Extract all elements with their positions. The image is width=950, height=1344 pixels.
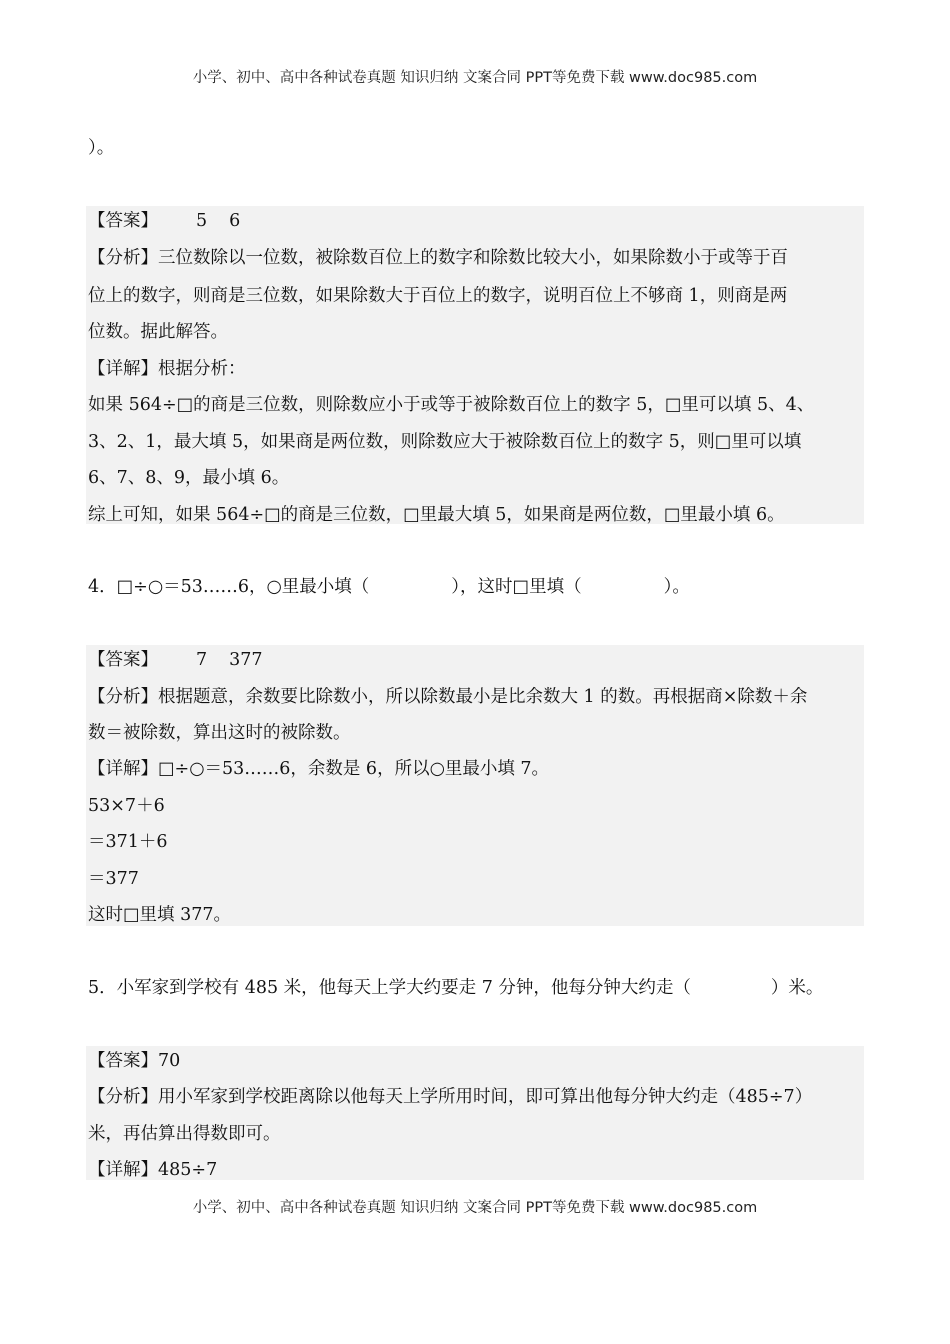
q3-detail-line: 综上可知，如果 564÷□的商是三位数，□里最大填 5，如果商是两位数，□里最小填 6。	[88, 505, 785, 525]
question-text: ），这时□里填（	[451, 577, 582, 597]
q5-question	[88, 976, 823, 1000]
page-footer: 小学、初中、高中各种试卷真题 知识归纳 文案合同 PPT等免费下载 www.doc985.com	[192, 1200, 758, 1216]
q3-detail-line: 如果 564÷□的商是三位数，则除数应小于或等于被除数百位上的数字 5，□里可以填 5、4、	[88, 395, 815, 415]
q3-detail-line: 3、2、1，最大填 5，如果商是两位数，则除数应大于被除数百位上的数字 5，则□里可以填	[88, 432, 802, 452]
q4-detail-line: 这时□里填 377。	[88, 905, 231, 925]
q3-analysis-line: 【分析】三位数除以一位数，被除数百位上的数字和除数比较大小，如果除数小于或等于百	[88, 248, 788, 268]
q5-detail-line: 【详解】485÷7	[88, 1160, 218, 1180]
q4-detail-line: 【详解】□÷○＝53……6，余数是 6，所以○里最小填 7。	[88, 759, 550, 779]
answer-label: 【答案】	[88, 211, 158, 231]
question-text: ）。	[663, 577, 690, 597]
previous-question-tail: ）。	[88, 138, 115, 158]
answer-value: 6	[229, 211, 241, 231]
q3-analysis-line: 位数。据此解答。	[88, 322, 228, 342]
question-text: 4．□÷○＝53……6，○里最小填（	[88, 577, 370, 597]
q3-answer	[88, 209, 240, 233]
q4-question	[88, 575, 690, 599]
page-header: 小学、初中、高中各种试卷真题 知识归纳 文案合同 PPT等免费下载 www.doc985.com	[192, 70, 758, 86]
q3-detail-line: 6、7、8、9，最小填 6。	[88, 468, 290, 488]
q5-analysis-line: 米，再估算出得数即可。	[88, 1124, 281, 1144]
q5-answer: 【答案】70	[88, 1051, 181, 1071]
q4-detail-line: ＝371＋6	[88, 832, 168, 852]
q4-analysis-line: 【分析】根据题意，余数要比除数小，所以除数最小是比余数大 1 的数。再根据商×除数＋余	[88, 687, 808, 707]
question-text: ）米。	[770, 978, 824, 998]
q3-analysis-line: 位上的数字，则商是三位数，如果除数大于百位上的数字，说明百位上不够商 1，则商是两	[88, 286, 788, 306]
question-text: 5．小军家到学校有 485 米，他每天上学大约要走 7 分钟，他每分钟大约走（	[88, 978, 691, 998]
q3-detail-line: 【详解】根据分析：	[88, 359, 246, 379]
q4-answer	[88, 648, 263, 672]
answer-value: 5	[196, 211, 208, 231]
answer-value: 377	[229, 650, 263, 670]
q4-detail-line: ＝377	[88, 869, 139, 889]
answer-label: 【答案】	[88, 650, 158, 670]
q5-analysis-line: 【分析】用小军家到学校距离除以他每天上学所用时间，即可算出他每分钟大约走（485÷7）	[88, 1087, 813, 1107]
q4-analysis-line: 数＝被除数，算出这时的被除数。	[88, 723, 351, 743]
q4-detail-line: 53×7＋6	[88, 796, 165, 816]
answer-value: 7	[196, 650, 208, 670]
